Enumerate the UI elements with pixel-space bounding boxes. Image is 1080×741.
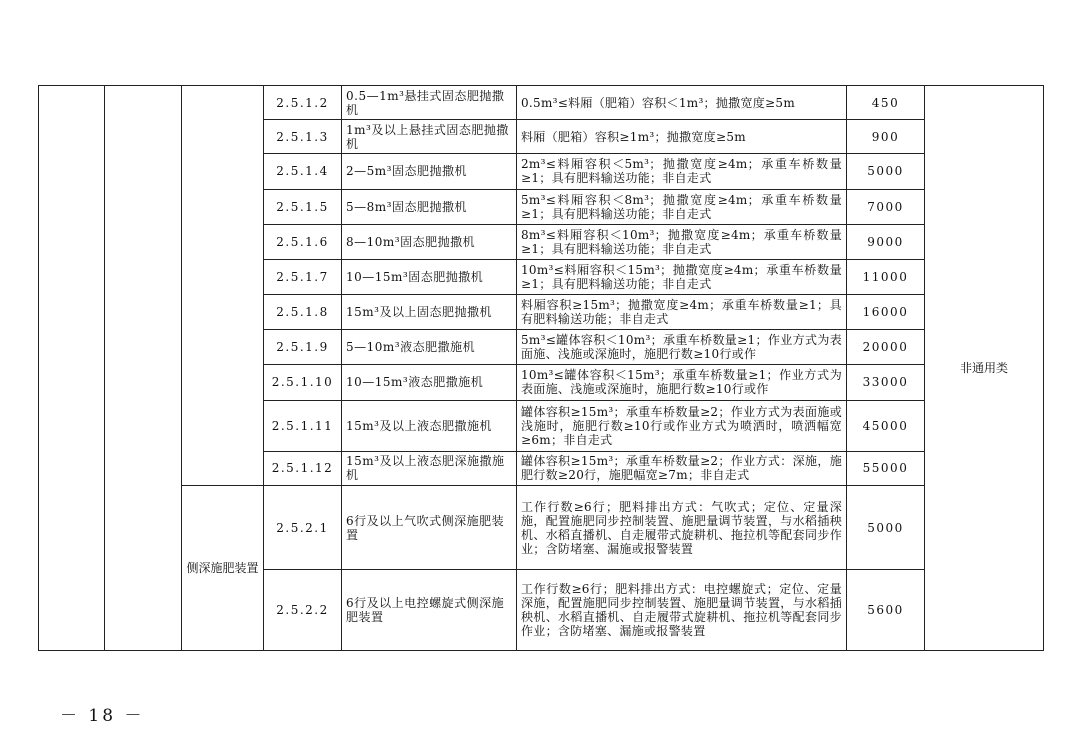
item-spec: 罐体容积≥15m³；承重车桥数量≥2；作业方式：深施，施肥行数≥20行，施肥幅宽≥7m；非自走式 xyxy=(517,451,847,485)
item-subsidy: 450 xyxy=(847,86,925,120)
item-name: 0.5—1m³悬挂式固态肥抛撒机 xyxy=(342,86,517,120)
empty-cell xyxy=(39,86,105,651)
item-subsidy: 45000 xyxy=(847,400,925,451)
item-subsidy: 7000 xyxy=(847,189,925,224)
item-name: 5—8m³固态肥抛撒机 xyxy=(342,189,517,224)
item-name: 8—10m³固态肥抛撒机 xyxy=(342,224,517,259)
item-spec: 2m³≤料厢容积＜5m³；抛撒宽度≥4m；承重车桥数量≥1；具有肥料输送功能；非自走式 xyxy=(517,154,847,189)
item-subsidy: 5000 xyxy=(847,154,925,189)
item-code: 2.5.1.6 xyxy=(264,224,342,259)
table-row xyxy=(39,86,1044,120)
item-name: 10—15m³液态肥撒施机 xyxy=(342,365,517,400)
item-name: 5—10m³液态肥撒施机 xyxy=(342,330,517,365)
item-spec: 0.5m³≤料厢（肥箱）容积＜1m³；抛撒宽度≥5m xyxy=(517,86,847,120)
item-subsidy: 33000 xyxy=(847,365,925,400)
item-name: 2—5m³固态肥抛撒机 xyxy=(342,154,517,189)
item-code: 2.5.2.2 xyxy=(264,570,342,651)
empty-cell xyxy=(182,86,264,486)
item-subsidy: 55000 xyxy=(847,451,925,485)
equipment-table xyxy=(38,85,1044,651)
item-subsidy: 16000 xyxy=(847,295,925,330)
item-name: 15m³及以上液态肥撒施机 xyxy=(342,400,517,451)
item-name: 15m³及以上液态肥深施撒施机 xyxy=(342,451,517,485)
item-name: 15m³及以上固态肥抛撒机 xyxy=(342,295,517,330)
item-subsidy: 9000 xyxy=(847,224,925,259)
item-code: 2.5.1.11 xyxy=(264,400,342,451)
item-name: 6行及以上电控螺旋式侧深施肥装置 xyxy=(342,570,517,651)
item-name: 6行及以上气吹式侧深施肥装置 xyxy=(342,485,517,569)
item-spec: 料厢容积≥15m³；抛撒宽度≥4m；承重车桥数量≥1；具有肥料输送功能；非自走式 xyxy=(517,295,847,330)
empty-cell xyxy=(105,86,182,651)
item-spec: 10m³≤料厢容积＜15m³；抛撒宽度≥4m；承重车桥数量≥1；具有肥料输送功能；非自走式 xyxy=(517,259,847,294)
item-code: 2.5.1.5 xyxy=(264,189,342,224)
page-number: － 18 － xyxy=(60,706,145,726)
item-subsidy: 900 xyxy=(847,120,925,154)
item-spec: 工作行数≥6行；肥料排出方式：气吹式；定位、定量深施，配置施肥同步控制装置、施肥量调节装置，与水稻插秧机、水稻直播机、自走履带式旋耕机、拖拉机等配套同步作业；含防堵塞、漏施或报警装置 xyxy=(517,485,847,569)
item-subsidy: 20000 xyxy=(847,330,925,365)
item-name: 10—15m³固态肥抛撒机 xyxy=(342,259,517,294)
table-row xyxy=(39,485,1044,569)
item-spec: 5m³≤料厢容积＜8m³；抛撒宽度≥4m；承重车桥数量≥1；具有肥料输送功能；非自走式 xyxy=(517,189,847,224)
item-code: 2.5.1.2 xyxy=(264,86,342,120)
item-code: 2.5.1.3 xyxy=(264,120,342,154)
group-label-cell: 侧深施肥装置 xyxy=(182,485,264,650)
item-spec: 工作行数≥6行；肥料排出方式：电控螺旋式；定位、定量深施，配置施肥同步控制装置、施肥量调节装置，与水稻插秧机、水稻直播机、自走履带式旋耕机、拖拉机等配套同步作业；含防堵塞、漏施或报警装置 xyxy=(517,570,847,651)
item-spec: 8m³≤料厢容积＜10m³；抛撒宽度≥4m；承重车桥数量≥1；具有肥料输送功能；非自走式 xyxy=(517,224,847,259)
category-cell: 非通用类 xyxy=(925,86,1044,651)
item-code: 2.5.1.8 xyxy=(264,295,342,330)
item-code: 2.5.1.4 xyxy=(264,154,342,189)
item-code: 2.5.2.1 xyxy=(264,485,342,569)
item-name: 1m³及以上悬挂式固态肥抛撒机 xyxy=(342,120,517,154)
item-subsidy: 5000 xyxy=(847,485,925,569)
item-code: 2.5.1.9 xyxy=(264,330,342,365)
item-spec: 5m³≤罐体容积＜10m³；承重车桥数量≥1；作业方式为表面施、浅施或深施时，施肥行数≥10行或作 xyxy=(517,330,847,365)
item-spec: 10m³≤罐体容积＜15m³；承重车桥数量≥1；作业方式为表面施、浅施或深施时，施肥行数≥10行或作 xyxy=(517,365,847,400)
item-code: 2.5.1.10 xyxy=(264,365,342,400)
item-code: 2.5.1.12 xyxy=(264,451,342,485)
item-spec: 罐体容积≥15m³；承重车桥数量≥2；作业方式为表面施或浅施时，施肥行数≥10行或作业方式为喷洒时，喷洒幅宽≥6m；非自走式 xyxy=(517,400,847,451)
item-subsidy: 11000 xyxy=(847,259,925,294)
item-spec: 料厢（肥箱）容积≥1m³；抛撒宽度≥5m xyxy=(517,120,847,154)
item-subsidy: 5600 xyxy=(847,570,925,651)
item-code: 2.5.1.7 xyxy=(264,259,342,294)
